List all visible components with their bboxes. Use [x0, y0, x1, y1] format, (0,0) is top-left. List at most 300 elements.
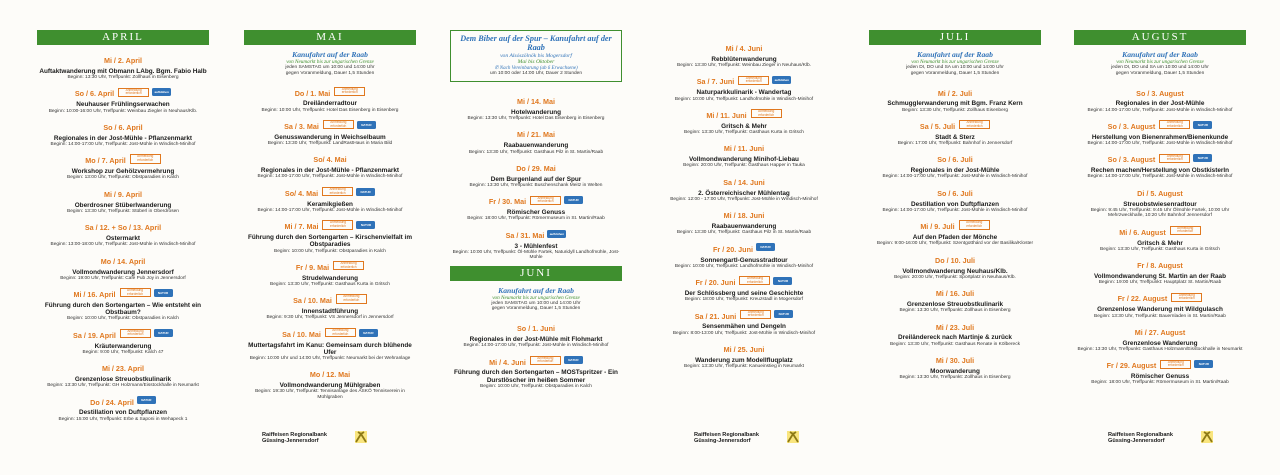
event-title: Regionales in der Jost-Mühle — [910, 167, 1000, 175]
bank-name: Raiffeisen Regionalbank Güssing-Jennersdorf — [1108, 432, 1173, 445]
event-date: Fr / 29. August — [1106, 361, 1157, 371]
partner-logo-icon: NATUR — [356, 188, 375, 196]
event-list — [450, 318, 622, 389]
event-title: Führung durch den Sortengarten – Kirschenvielfalt im Obstparadies — [247, 234, 413, 249]
event-item — [244, 116, 416, 146]
event-item — [869, 183, 1041, 213]
partner-logo-icon: NATUR — [1193, 154, 1212, 162]
registration-badge: Anmeldung erforderlich — [1160, 360, 1191, 369]
event-title: Vollmondwanderung Jennersdorf — [72, 268, 174, 276]
intro-title: Kanufahrt auf der Raab — [292, 50, 368, 59]
registration-badge: Anmeldung erforderlich — [739, 276, 770, 285]
event-description: Beginn: 14:00-17:00 Uhr, Treffpunkt: Jost-Mühle in Windisch-Minihof — [50, 141, 196, 147]
intro-line: jeden SAMSTAG um 10:00 und 14:00 Uhr — [285, 65, 375, 70]
event-item — [37, 184, 209, 214]
registration-badge: Anmeldung erforderlich — [118, 88, 149, 97]
event-description: Beginn: 12:00 - 17:00 Uhr, Treffpunkt: Jost-Mühle in Windisch-Minihof — [670, 196, 818, 202]
event-description: Beginn: 19:00 Uhr, Treffpunkt: Café Pub Joy in Jennersdorf — [60, 275, 186, 281]
partner-logo-icon: aufblühen — [152, 88, 171, 96]
event-item — [1074, 322, 1246, 352]
event-item — [658, 105, 830, 135]
event-date: Fr / 20. Juni — [695, 278, 736, 288]
month-header-juni: JUNI — [450, 266, 622, 281]
event-list — [450, 91, 622, 261]
event-description: Beginn: 13:30 Uhr, Treffpunkt: Bauernladen in St. Martin/Raab — [1094, 313, 1226, 319]
event-item — [869, 317, 1041, 347]
august-column — [1074, 30, 1246, 389]
event-title: Grenzenlose Streuobstkulinarik — [74, 376, 172, 384]
partner-logo-icon: aufblühen — [547, 230, 566, 238]
event-date-row — [244, 149, 416, 167]
registration-badge: Anmeldung erforderlich — [336, 294, 367, 303]
event-date-row — [658, 306, 830, 324]
event-date: Do / 1. Mai — [294, 88, 331, 98]
event-title: Innenstadtführung — [301, 308, 359, 316]
event-date: Fr / 30. Mai — [488, 197, 527, 207]
event-title: Der Schlössberg und seine Geschichte — [684, 289, 804, 297]
event-date: Fr / 9. Mai — [295, 262, 330, 272]
event-title: Rebblütenwanderung — [711, 55, 777, 63]
event-description: Beginn: 15:00 Uhr, Treffpunkt: Erbe & Saponi in Wehapeck 1 — [58, 416, 188, 422]
event-date-row — [37, 83, 209, 101]
event-description: Beginn: 10:00 Uhr, Treffpunkt: Öl-Mühle Fartek, Naturidyll Landhofmühle, Jost-Mühle — [452, 249, 620, 261]
event-description: Beginn: 14:00-17:00 Uhr, Treffpunkt: Jost-Mühle in Windisch-Minihof — [1087, 141, 1233, 147]
event-item — [869, 216, 1041, 246]
event-title: Sonnengartl-Genusstradtour — [700, 256, 788, 264]
registration-badge: Anmeldung erforderlich — [959, 220, 990, 229]
event-title: Dreiländerradtour — [303, 100, 357, 108]
kanu-intro — [1074, 50, 1246, 77]
event-date-row — [37, 358, 209, 376]
event-date: So / 6. Juli — [937, 188, 973, 198]
biber-time: um 10:00 oder 14:00 Uhr, Dauer 2 Stunden — [489, 71, 582, 77]
event-title: Regionales in der Jost-Mühle — [1115, 100, 1205, 108]
event-item — [37, 251, 209, 281]
event-description: Beginn: 18:00 Uhr, Treffpunkt: Römermuseum in St. Martin/Raab — [1091, 380, 1229, 386]
event-date-row — [1074, 288, 1246, 306]
middle-column — [450, 30, 622, 392]
bank-name: Raiffeisen Regionalbank Güssing-Jennersdorf — [694, 432, 759, 445]
event-date: Sa / 21. Juni — [694, 311, 737, 321]
event-date-row — [450, 191, 622, 209]
event-list — [869, 83, 1041, 381]
registration-badge: Anmeldung erforderlich — [740, 310, 771, 319]
event-description: Beginn: 13:30 Uhr, Treffpunkt: Weinbau Zieger in Neuhaus/Klb. — [677, 63, 811, 69]
event-description: Beginn: 13:30 Uhr, Treffpunkt: GH Holzmann/Eisstockhalle in Neumarkt — [47, 383, 199, 389]
event-date-row — [244, 364, 416, 382]
event-item — [244, 324, 416, 362]
event-title: Raabauenwanderung — [503, 142, 569, 150]
intro-line: gegen Voranmeldung, Dauer 1,5 Stunden — [910, 70, 1000, 76]
event-title: Regionales in der Jost-Mühle - Pflanzenmarkt — [53, 134, 193, 142]
event-item — [450, 352, 622, 390]
event-description: Beginn: 9:00 Uhr, Treffpunkt: Kalch 47 — [82, 349, 164, 355]
event-title: Workshop zur Gehölzvermehrung — [71, 168, 175, 176]
partner-logo-icon: NATUR — [154, 329, 173, 337]
registration-badge: Anmeldung erforderlich — [333, 261, 364, 270]
partner-logo-icon: NATUR — [356, 221, 375, 229]
partner-logo-icon: NATUR — [359, 329, 378, 337]
event-description: Beginn: 14:00-17:00 Uhr, Treffpunkt: Jost-Mühle in Windisch-Minihof — [1087, 174, 1233, 180]
event-date-row — [869, 216, 1041, 234]
event-item — [244, 149, 416, 179]
event-date: So / 6. Juli — [937, 155, 973, 165]
event-title: Genusswanderung in Weichselbaum — [274, 133, 386, 141]
kanu-intro — [244, 50, 416, 77]
event-date-row — [37, 284, 209, 302]
event-date-row — [244, 324, 416, 342]
partner-logo-icon: NATUR — [564, 356, 583, 364]
event-title: Führung durch den Sortengarten – Wie entsteht ein Obstbaum? — [44, 301, 202, 317]
event-date: Sa / 7. Juni — [696, 77, 735, 87]
event-item — [37, 358, 209, 388]
event-title: Führung durch den Sortengarten – MOSTspritzer - Ein Durstlöscher im heißen Sommer — [454, 369, 618, 384]
partner-logo-icon: NATUR — [154, 289, 173, 297]
event-date-row — [450, 91, 622, 109]
event-title: Stadt & Sterz — [935, 133, 975, 141]
event-date: Sa / 3. Mai — [284, 121, 319, 131]
event-description: Beginn: 13:30 Uhr, Treffpunkt: Zollhaus in Eisenberg — [899, 308, 1011, 314]
raiffeisen-icon — [354, 430, 368, 444]
event-description: Beginn: 13:30 Uhr, Treffpunkt: Gasthaus Pilz in St. Martin/Raab — [676, 230, 812, 236]
registration-badge: Anmeldung erforderlich — [130, 154, 161, 163]
event-title: Keramikgießen — [307, 200, 353, 208]
biber-box — [450, 30, 622, 82]
event-date-row — [37, 50, 209, 68]
event-date: Fr / 8. August — [1137, 261, 1183, 271]
event-description: Beginn: 14:00-17:00 Uhr, Treffpunkt: Jost-Mühle in Windisch-Minihof — [257, 174, 403, 180]
event-item — [658, 306, 830, 336]
event-item — [658, 272, 830, 302]
event-date: Mi / 16. April — [73, 290, 116, 300]
event-item — [244, 290, 416, 320]
event-date: Mi / 2. April — [103, 56, 143, 65]
event-description: Beginn: 13:30 Uhr, Treffpunkt: Gasthaus Renate in Kölbereck — [889, 341, 1021, 347]
event-date: Mi / 2. Juli — [937, 88, 973, 98]
event-item — [1074, 355, 1246, 385]
event-date: Di / 5. August — [1137, 188, 1183, 198]
event-description: Beginn: 13:30 Uhr, Treffpunkt: Zollhaus in Eisenberg — [67, 75, 179, 81]
event-date-row — [658, 172, 830, 190]
event-date: So / 1. Juni — [517, 324, 555, 334]
registration-badge: Anmeldung erforderlich — [322, 187, 353, 196]
registration-badge: Anmeldung erforderlich — [1159, 120, 1190, 129]
event-title: Römischer Genuss — [506, 209, 566, 217]
intro-line: gegen Voranmeldung, Dauer 1,5 Stunden — [491, 306, 581, 312]
event-item — [37, 392, 209, 422]
event-description: Beginn: 9:30 Uhr, Treffpunkt: VS Jennersdorf in Jennersdorf — [266, 315, 394, 321]
partner-logo-icon: NATUR — [1193, 121, 1212, 129]
bank-logo — [694, 430, 844, 446]
event-date: Sa / 10. Mai — [293, 296, 332, 306]
event-item — [1074, 116, 1246, 146]
bank-logo — [1108, 430, 1258, 446]
event-date-row — [869, 183, 1041, 201]
event-date-row — [450, 318, 622, 336]
event-date-row — [1074, 355, 1246, 373]
event-item — [869, 83, 1041, 113]
event-date-row — [244, 116, 416, 134]
event-item — [658, 205, 830, 235]
event-item — [658, 172, 830, 202]
event-date-row — [1074, 83, 1246, 101]
partner-logo-icon: NATUR — [1194, 360, 1213, 368]
juni-column — [658, 38, 830, 372]
registration-badge: Anmeldung erforderlich — [120, 288, 151, 297]
bank-name: Raiffeisen Regionalbank Güssing-Jennersdorf — [262, 432, 327, 445]
event-date: So / 6. April — [103, 122, 143, 132]
registration-badge: Anmeldung erforderlich — [530, 196, 561, 205]
event-date: Mi / 4. Juni — [489, 357, 526, 367]
event-item — [37, 217, 209, 247]
event-description: Beginn: 19:30 Uhr, Treffpunkt: Tennisanlage des ASKÖ Tennisverein in Mühlgraben — [255, 389, 405, 400]
event-title: Vollmondwanderung Neuhaus/Klb. — [902, 267, 1008, 275]
event-date-row — [658, 239, 830, 257]
event-date: Mi / 6. August — [1119, 227, 1166, 237]
event-item — [869, 116, 1041, 146]
event-item — [244, 364, 416, 400]
event-title: Muttertagsfahrt im Kanu: Gemeinsam durch blühende Ufer — [248, 341, 412, 356]
registration-badge: Anmeldung erforderlich — [1171, 293, 1202, 302]
event-item — [869, 283, 1041, 313]
event-title: Sensenmähen und Dengeln — [702, 323, 786, 331]
event-description: Beginn: 13:30 Uhr, Treffpunkt: Gasthaus Kurta in Gritsch — [270, 281, 390, 287]
event-date: Mi / 9. Juli — [920, 222, 955, 232]
registration-badge: Anmeldung erforderlich — [325, 328, 356, 337]
event-date: So / 3. August — [1136, 88, 1184, 98]
event-title: Ostermarkt — [105, 235, 141, 243]
event-date: Fr / 22. August — [1117, 294, 1168, 304]
event-description: Beginn: 17:00 Uhr, Treffpunkt: Bahnhof in Jennersdorf — [897, 141, 1013, 147]
event-item — [450, 191, 622, 221]
event-date: Mo / 12. Mai — [309, 370, 351, 380]
event-description: Beginn: 14:00-17:00 Uhr, Treffpunkt: Jost-Mühle in Windisch-Minihof — [257, 207, 403, 213]
intro-subtitle: von Neumarkt bis zur ungarischen Grenze — [492, 294, 580, 301]
event-date-row — [244, 216, 416, 234]
event-title: Grenzenlose Wanderung — [1122, 339, 1198, 347]
event-item — [658, 339, 830, 369]
event-date-row — [450, 225, 622, 243]
event-date: Do / 10. Juli — [935, 255, 975, 265]
event-item — [244, 183, 416, 213]
event-description: Beginn: 10:00 Uhr, Treffpunkt: Hotel Das Eisenberg in Eisenberg — [261, 107, 399, 113]
event-item — [1074, 83, 1246, 113]
event-date-row — [450, 124, 622, 142]
intro-line: jeden DI, DO und SA um 10:00 und 14:00 Uhr — [906, 65, 1004, 70]
event-description: Beginn: 10:00 Uhr, Treffpunkt: Landhofmühle in Windisch-Minihof — [674, 263, 814, 269]
registration-badge: Anmeldung erforderlich — [738, 76, 769, 85]
event-item — [244, 257, 416, 287]
event-description: Beginn: 13:30 Uhr, Treffpunkt: Gasthaus Kurta in Gritsch — [684, 129, 804, 135]
event-description: Beginn: 14:00-17:00 Uhr, Treffpunkt: Jost-Mühle in Windisch-Minihof — [1087, 107, 1233, 113]
event-title: Kräuterwanderung — [94, 342, 152, 350]
event-date-row — [658, 339, 830, 357]
event-date-row — [658, 71, 830, 89]
event-date-row — [658, 272, 830, 290]
event-item — [1074, 222, 1246, 252]
event-description: Beginn: 19:00 Uhr, Treffpunkt: Hauptplatz St. Martin/Raab — [1098, 280, 1222, 286]
biber-subtitle: von Alsószölnök bis Mogersdorf — [500, 52, 572, 59]
intro-subtitle: von Neumarkt bis zur ungarischen Grenze — [911, 59, 999, 65]
event-title: Gritsch & Mehr — [721, 122, 767, 130]
event-date-row — [450, 158, 622, 176]
event-title: Auftaktwanderung mit Obmann LAbg. Bgm. Fabio Halb — [39, 67, 207, 75]
partner-logo-icon: NATUR — [564, 196, 583, 204]
event-title: Regionales in der Jost-Mühle mit Flohmarkt — [469, 335, 603, 343]
event-title: Strudelwanderung — [301, 274, 359, 282]
event-date-row — [1074, 149, 1246, 167]
event-description: Beginn: 14:00-17:00 Uhr, Treffpunkt: Jost-Mühle in Windisch-Minihof — [882, 174, 1028, 180]
event-date-row — [37, 150, 209, 168]
event-item — [1074, 288, 1246, 318]
event-item — [658, 71, 830, 101]
event-description: Beginn: 13:30 Uhr, Treffpunkt: LandRastHaus in Maria Bild — [267, 141, 393, 147]
event-date: Do / 24. April — [90, 397, 134, 407]
event-title: Vollmondwanderung Mühlgraben — [279, 382, 381, 390]
event-item — [450, 318, 622, 348]
event-item — [450, 158, 622, 188]
event-list — [658, 38, 830, 369]
intro-subtitle: von Neumarkt bis zur ungarischen Grenze — [286, 59, 374, 65]
event-date: Mi / 7. Mai — [284, 222, 319, 232]
event-title: Regionales in der Jost-Mühle - Pflanzenmarkt — [260, 167, 400, 175]
april-column — [37, 30, 209, 425]
event-description: Beginn: 18:00 Uhr, Treffpunkt: Kreuzstadl in Mogersdorf — [684, 297, 804, 303]
month-header-august: AUGUST — [1074, 30, 1246, 45]
event-date: Mo / 14. April — [100, 256, 146, 266]
event-item — [869, 250, 1041, 280]
partner-logo-icon: aufblühen — [772, 76, 791, 84]
event-title: Auf den Pfaden der Mönche — [912, 234, 998, 242]
biber-note-text: Nach Vereinbarung (ab 6 Erwachsene) — [499, 66, 578, 72]
event-description: Beginn: 13:30 Uhr, Treffpunkt: Zollhaus Eisenberg — [901, 107, 1009, 113]
event-title: 3 - Mühlenfest — [514, 242, 558, 250]
event-item — [37, 117, 209, 147]
event-date-row — [869, 317, 1041, 335]
event-date-row — [869, 283, 1041, 301]
event-date-row — [1074, 322, 1246, 340]
biber-months: Mai bis Oktober — [517, 59, 555, 66]
bank-logo — [262, 430, 412, 446]
event-date: Sa / 14. Juni — [723, 177, 765, 187]
event-item — [37, 50, 209, 80]
event-date: Mi / 9. April — [103, 189, 143, 199]
intro-line: gegen Voranmeldung, Dauer 1,5 Stunden — [1115, 70, 1205, 76]
event-description: Beginn: 14:00-17:00 Uhr, Treffpunkt: Jost-Mühle in Windisch-Minihof — [882, 207, 1028, 213]
month-header-mai: MAI — [244, 30, 416, 45]
event-list — [1074, 83, 1246, 386]
event-description: Beginn: 8:00-13:00 Uhr, Treffpunkt: Jost-Mühle in Windisch-Minihof — [672, 330, 816, 336]
event-title: Hotelwanderung — [510, 108, 562, 116]
event-description: Beginn: 10:00 Uhr, Treffpunkt: Landhofmühle in Windisch-Minihof — [674, 96, 814, 102]
event-item — [244, 216, 416, 254]
event-list — [244, 83, 416, 401]
event-date-row — [37, 251, 209, 269]
event-title: Grenzenlose Wanderung mit Wildgulasch — [1097, 306, 1223, 314]
event-date: So/ 4. Mai — [313, 155, 347, 165]
event-date: So/ 4. Mai — [284, 188, 319, 198]
event-title: Wanderung zum Modellfluqplatz — [695, 356, 793, 364]
juli-column — [869, 30, 1041, 383]
event-date-row — [658, 138, 830, 156]
event-date: Mi / 18. Juni — [723, 211, 765, 221]
event-date-row — [869, 149, 1041, 167]
event-date: Mo / 7. April — [85, 156, 126, 166]
event-description: Beginn: 13:30 Uhr, Treffpunkt: Gasthaus Kurta in Gritsch — [1100, 246, 1220, 252]
event-description: Beginn: 10:00-16:00 Uhr, Treffpunkt: Weinbau Ziegler in Neuhaus/Klb. — [48, 108, 198, 114]
event-title: Römischer Genuss — [1130, 373, 1190, 381]
mai-column — [244, 30, 416, 403]
event-date: So / 6. April — [74, 89, 115, 99]
registration-badge: Anmeldung erforderlich — [1170, 226, 1201, 235]
event-description: Beginn: 20:00 Uhr, Treffpunkt: Sportplatz in Neuhaus/Klb. — [894, 274, 1016, 280]
intro-line: gegen Voranmeldung, Dauer 1,5 Stunden — [285, 70, 375, 76]
event-title: Herstellung von Bienenrahmen/Bienenkunde — [1091, 133, 1229, 141]
event-item — [1074, 183, 1246, 219]
event-date-row — [1074, 183, 1246, 201]
registration-badge: Anmeldung erforderlich — [323, 120, 354, 129]
event-date: So / 3. August — [1107, 155, 1156, 165]
event-item — [658, 138, 830, 168]
event-date-row — [244, 257, 416, 275]
event-date-row — [1074, 116, 1246, 134]
event-title: Moorwanderung — [930, 367, 980, 375]
event-description: Beginn: 14:00-17:00 Uhr, Treffpunkt: Jost-Mühle in Windisch-Minihof — [463, 343, 609, 349]
event-item — [37, 325, 209, 355]
event-date: Mi / 27. August — [1134, 327, 1186, 337]
event-item — [37, 150, 209, 180]
phone-icon: ✆ — [494, 66, 500, 72]
event-date-row — [244, 290, 416, 308]
event-description: Beginn: 9:45 Uhr, Treffpunkt: 9:45 Uhr Ölmühle Fartek, 10:00 Uhr Mehrzweckhalle, 10:20 Uhr Bahnhof Jennersdorf — [1090, 207, 1230, 219]
event-date-row — [869, 83, 1041, 101]
event-description: Beginn: 13:00 Uhr, Treffpunkt: Obstparadies in Kalch — [67, 175, 179, 181]
event-title: Grenzenlose Streuobstkulinarik — [906, 301, 1004, 309]
event-date: Mi / 11. Juni — [723, 144, 765, 154]
event-title: Rechen machen/Herstellung von Obstkisterln — [1090, 167, 1230, 175]
event-title: Schmugglerwanderung mit Bgm. Franz Kern — [887, 100, 1023, 108]
event-item — [869, 149, 1041, 179]
event-item — [1074, 255, 1246, 285]
event-title: 2. Österreichischer Mühlentag — [698, 189, 790, 197]
intro-subtitle: von Neumarkt bis zur ungarischen Grenze — [1116, 59, 1204, 65]
event-date: Mi / 21. Mai — [517, 130, 555, 140]
event-title: Vollmondwanderung Minihof-Liebau — [689, 156, 799, 164]
event-title: Streuobstwiesenradtour — [1123, 200, 1197, 208]
event-description: Beginn: 13:30 Uhr, Treffpunkt: Kanueinstieg in Neumarkt — [684, 364, 804, 370]
event-title: Neuhauser Frühlingserwachen — [76, 101, 170, 109]
event-date-row — [450, 352, 622, 370]
raiffeisen-icon — [786, 430, 800, 444]
event-date: Mi / 23. Juli — [935, 322, 975, 332]
event-date-row — [658, 105, 830, 123]
kanu-intro — [869, 50, 1041, 77]
partner-logo-icon: NATUR — [137, 396, 156, 404]
event-date-row — [1074, 222, 1246, 240]
event-date: Mi / 30. Juli — [935, 356, 975, 365]
event-description: Beginn: 10:00 Uhr, Treffpunkt: Obstparadies in Kalch — [67, 316, 179, 322]
event-date-row — [658, 38, 830, 56]
event-date: So / 3. August — [1107, 121, 1156, 131]
kanu-intro — [450, 286, 622, 313]
event-date: Mi / 4. Juni — [725, 44, 763, 53]
registration-badge: Anmeldung erforderlich — [959, 120, 990, 129]
partner-logo-icon: NATUR — [773, 277, 792, 285]
month-header-juli: JULI — [869, 30, 1041, 45]
registration-badge: Anmeldung erforderlich — [322, 220, 353, 229]
event-item — [450, 225, 622, 261]
intro-title: Kanufahrt auf der Raab — [1122, 50, 1198, 59]
